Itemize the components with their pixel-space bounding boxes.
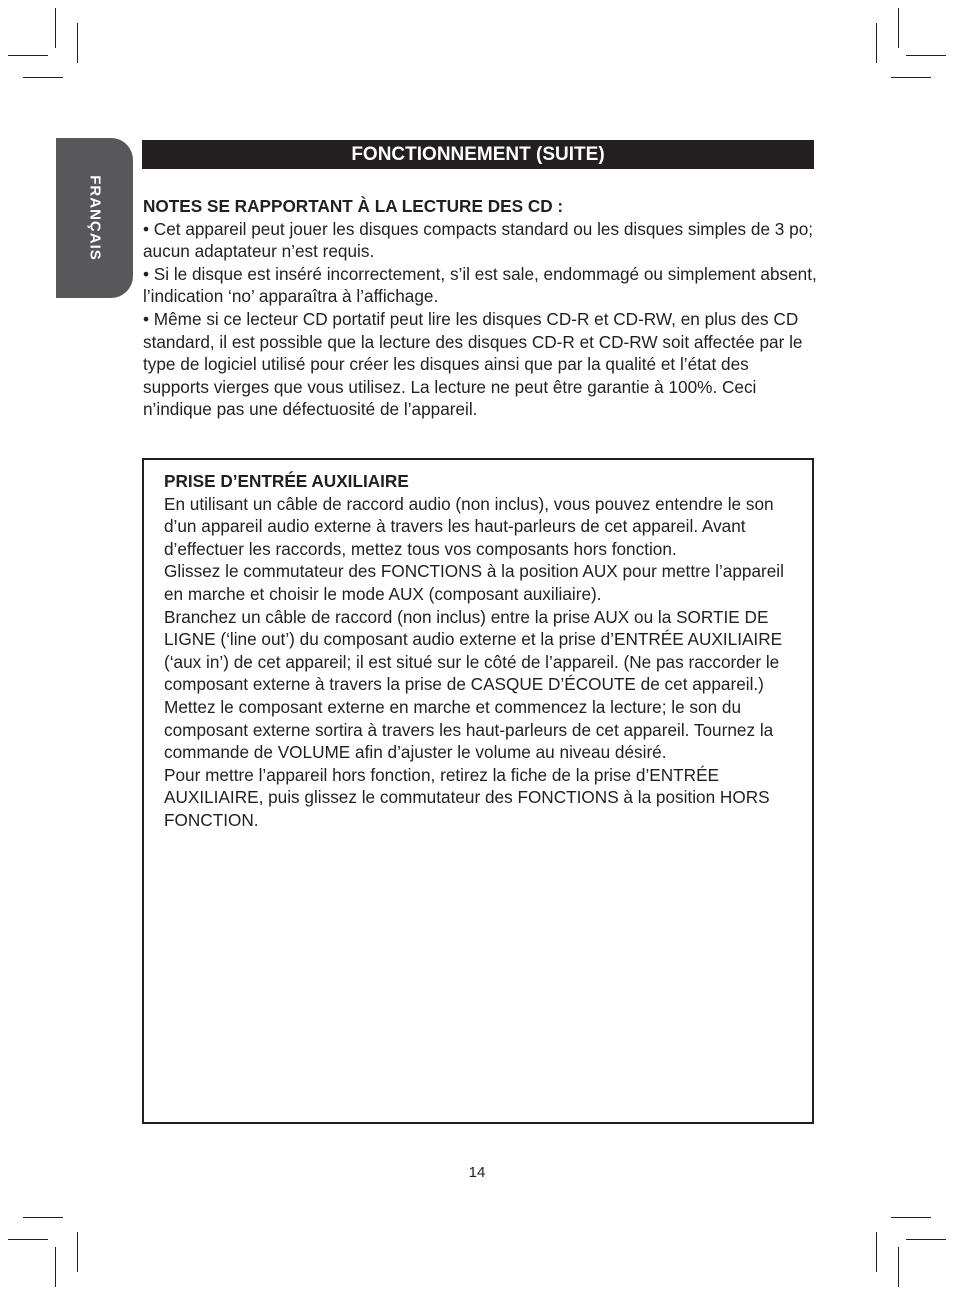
crop-mark	[8, 1239, 48, 1240]
page-number: 14	[468, 1164, 486, 1181]
cd-notes-section	[143, 195, 819, 421]
crop-mark	[906, 55, 946, 56]
cd-note-item: • Si le disque est inséré incorrectement, s’il est sale, endommagé ou simplement absent, l’indication ‘no’ apparaîtra à l’affichage.	[143, 263, 817, 307]
crop-mark	[23, 77, 63, 78]
aux-input-paragraph: Pour mettre l’appareil hors fonction, retirez la fiche de la prise d’ENTRÉE AUXILIAIRE, puis glissez le commutateur des FONCTIONS à la position HORS FONCTION.	[164, 764, 770, 830]
crop-mark	[876, 1232, 877, 1272]
crop-mark	[891, 1217, 931, 1218]
cd-note-item: • Même si ce lecteur CD portatif peut lire les disques CD-R et CD-RW, en plus des CD standard, il est possible que la lecture des disques CD-R et CD-RW soit affectée par le type de logiciel utilisé pour créer les disques ainsi que par la qualité et l’état des supports vierges que vous utilisez. La lecture ne peut être garantie à 100%. Ceci n’indique pas une défectuosité de l’appareil.	[143, 308, 803, 420]
crop-mark	[891, 77, 931, 78]
aux-input-box	[142, 458, 814, 1124]
crop-mark	[8, 55, 48, 56]
crop-mark	[23, 1217, 63, 1218]
crop-mark	[77, 1232, 78, 1272]
cd-note-item: • Cet appareil peut jouer les disques compacts standard ou les disques simples de 3 po; aucun adaptateur n’est requis.	[143, 218, 814, 262]
crop-mark	[898, 1247, 899, 1287]
section-title: FONCTIONNEMENT (SUITE)	[142, 140, 814, 169]
crop-mark	[906, 1239, 946, 1240]
crop-mark	[55, 8, 56, 48]
language-label: FRANÇAIS	[86, 175, 103, 261]
crop-mark	[55, 1247, 56, 1287]
cd-notes-heading: NOTES SE RAPPORTANT À LA LECTURE DES CD :	[143, 196, 564, 216]
crop-mark	[77, 23, 78, 63]
language-side-tab	[56, 138, 133, 298]
crop-mark	[898, 8, 899, 48]
crop-mark	[876, 23, 877, 63]
aux-input-paragraph: Glissez le commutateur des FONCTIONS à la position AUX pour mettre l’appareil en marche et choisir le mode AUX (composant auxiliaire).	[164, 561, 784, 604]
aux-input-heading: PRISE D’ENTRÉE AUXILIAIRE	[164, 471, 409, 491]
aux-input-paragraph: En utilisant un câble de raccord audio (non inclus), vous pouvez entendre le son d’un appareil audio externe à travers les haut-parleurs de cet appareil. Avant d’effectuer les raccords, mettez tous vos composants hors fonction.	[164, 493, 774, 559]
aux-input-paragraph: Branchez un câble de raccord (non inclus) entre la prise AUX ou la SORTIE DE LIGNE (‘line out’) du composant audio externe et la prise d’ENTRÉE AUXILIAIRE (‘aux in’) de cet appareil; il est situé sur le côté de l’appareil. (Ne pas raccorder le composant externe à travers la prise de CASQUE D’ÉCOUTE de cet appareil.) Mettez le composant externe en marche et commencez la lecture; le son du composant externe sortira à travers les haut-parleurs de cet appareil. Tournez la commande de VOLUME afin d’ajuster le volume au niveau désiré.	[164, 606, 783, 763]
